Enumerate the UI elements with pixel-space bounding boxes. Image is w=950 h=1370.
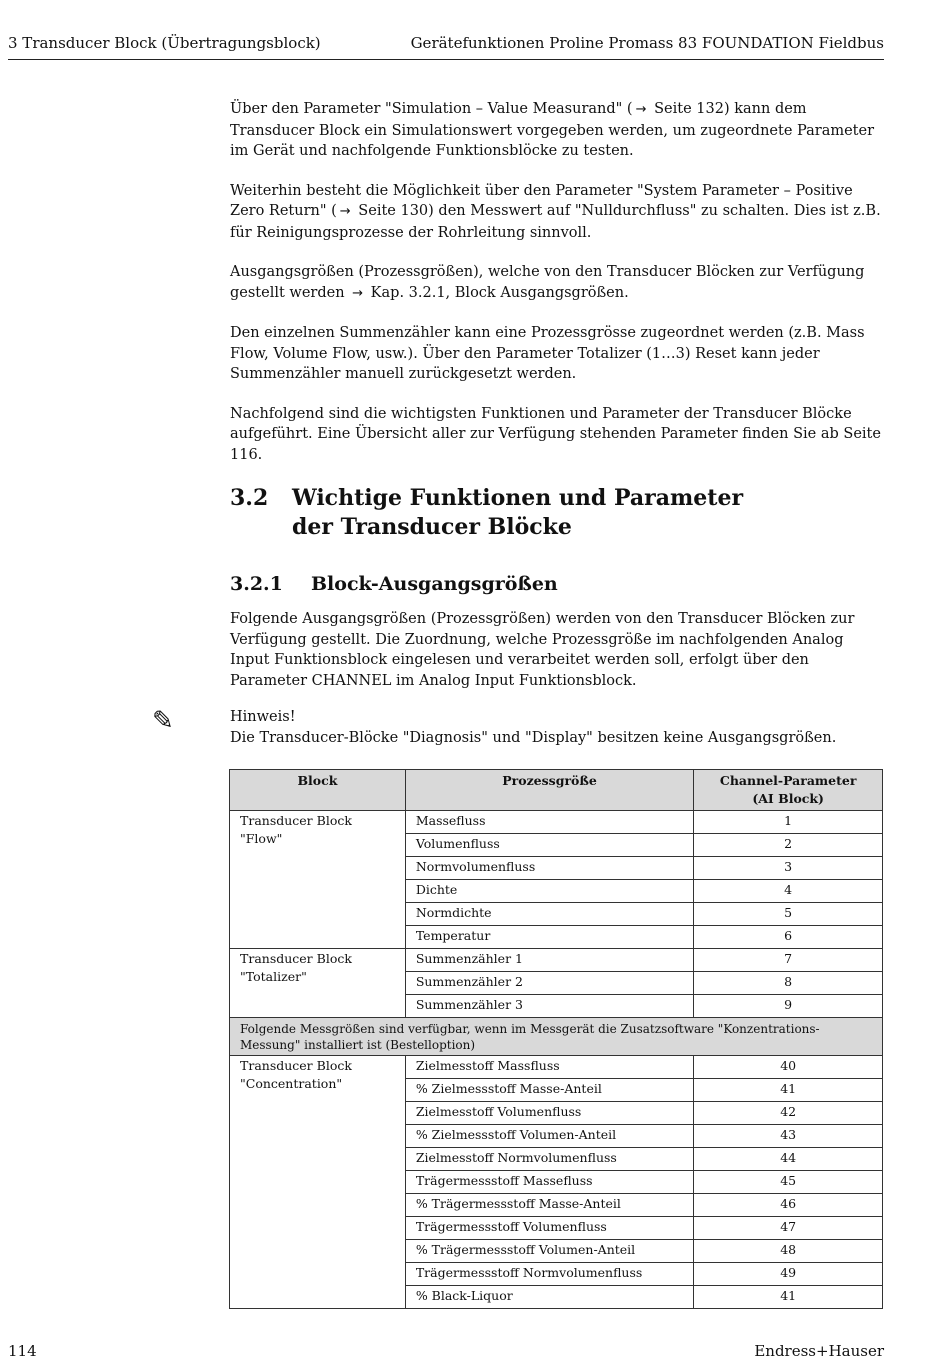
pencil-icon: ✎ <box>152 706 174 736</box>
table-row: % Trägermessstoff Volumen-Anteil 48 <box>230 1240 883 1263</box>
intro-paragraph: Folgende Ausgangsgrößen (Prozessgrößen) werden von den Transducer Blöcken zur Verfügung gestellt. Die Zuordnung, welche Prozessgröße im nachfolgenden Analog Input Funktionsblock eingelesen und verarbeitet werden soll, erfolgt über den Parameter CHANNEL im Analog Input Funktionsblock. <box>230 611 855 689</box>
note-box <box>230 707 886 748</box>
brand-name: Endress+Hauser <box>754 1342 884 1360</box>
body-text <box>230 99 886 484</box>
table-row: Transducer Block "Flow" Massefluss 1 <box>230 811 883 834</box>
block-cell: Transducer Block "Concentration" <box>230 1056 406 1309</box>
section-number: 3.2 <box>230 485 269 511</box>
section-title-line1: Wichtige Funktionen und Parameter <box>292 485 744 511</box>
table-row: % Black-Liquor 41 <box>230 1286 883 1309</box>
table-row: Normvolumenfluss 3 <box>230 857 883 880</box>
table-row: Normdichte 5 <box>230 903 883 926</box>
section-title-line2: der Transducer Blöcke <box>292 514 572 540</box>
note-title: Hinweis! <box>230 709 296 725</box>
note-text: Die Transducer-Blöcke "Diagnosis" und "Display" besitzen keine Ausgangsgrößen. <box>230 729 837 746</box>
table-row: Summenzähler 3 9 <box>230 995 883 1018</box>
column-header-process-value: Prozessgröße <box>405 770 693 811</box>
table-row: Zielmesstoff Normvolumenfluss 44 <box>230 1148 883 1171</box>
subsection-heading <box>230 573 890 595</box>
section-heading <box>230 484 890 542</box>
paragraph: Über den Parameter "Simulation – Value Measurand" ( → Seite 132) kann dem Transducer Block ein Simulationswert vorgegeben werden, um zugeordnete Parameter im Gerät und nachfolgende Funktionsblöcke zu testen. <box>230 101 875 159</box>
page-header <box>8 31 884 60</box>
paragraph: Ausgangsgrößen (Prozessgrößen), welche von den Transducer Blöcken zur Verfügung gestellt werden → Kap. 3.2.1, Block Ausgangsgrößen. <box>230 264 865 301</box>
table-row: Transducer Block "Concentration" Zielmesstoff Massfluss 40 <box>230 1056 883 1079</box>
paragraph: Den einzelnen Summenzähler kann eine Prozessgrösse zugeordnet werden (z.B. Mass Flow, Volume Flow, usw.). Über den Parameter Totalizer (1…3) Reset kann jeder Summenzähler manuell zurückgesetzt werden. <box>230 325 865 382</box>
column-header-channel: Channel-Parameter (AI Block) <box>694 770 883 811</box>
table-note-row: Folgende Messgrößen sind verfügbar, wenn im Messgerät die Zusatzsoftware "Konzentrations-Messung" installiert ist (Bestelloption) <box>230 1018 883 1056</box>
column-header-block: Block <box>230 770 406 811</box>
header-chapter: 3 Transducer Block (Übertragungsblock) <box>8 34 321 52</box>
paragraph: Nachfolgend sind die wichtigsten Funktionen und Parameter der Transducer Blöcke aufgeführt. Eine Übersicht aller zur Verfügung stehenden Parameter finden Sie ab Seite 116. <box>230 405 881 463</box>
table-row: Volumenfluss 2 <box>230 834 883 857</box>
arrow-icon: → <box>339 204 351 219</box>
block-cell: Transducer Block "Totalizer" <box>230 949 406 1018</box>
table-row: Zielmesstoff Volumenfluss 42 <box>230 1102 883 1125</box>
table-row: Temperatur 6 <box>230 926 883 949</box>
paragraph: Weiterhin besteht die Möglichkeit über den Parameter "System Parameter – Positive Zero Return" ( → Seite 130) den Messwert auf "Nulldurchfluss" zu schalten. Dies ist z.B. für Reinigungsprozesse der Rohrleitung sinnvoll. <box>230 182 881 241</box>
arrow-icon: → <box>352 285 364 301</box>
table-row: Trägermessstoff Volumenfluss 47 <box>230 1217 883 1240</box>
table-row: Transducer Block "Totalizer" Summenzähler 1 7 <box>230 949 883 972</box>
page-number: 114 <box>8 1342 37 1360</box>
table-row: Trägermessstoff Massefluss 45 <box>230 1171 883 1194</box>
header-document-title: Gerätefunktionen Proline Promass 83 FOUNDATION Fieldbus <box>410 34 884 52</box>
subsection-title: Block-Ausgangsgrößen <box>311 573 558 595</box>
table-row: Summenzähler 2 8 <box>230 972 883 995</box>
table-row: % Zielmessstoff Masse-Anteil 41 <box>230 1079 883 1102</box>
subsection-number: 3.2.1 <box>230 573 283 595</box>
table-row: Trägermessstoff Normvolumenfluss 49 <box>230 1263 883 1286</box>
table-row: Dichte 4 <box>230 880 883 903</box>
arrow-icon: → <box>635 102 647 117</box>
block-cell: Transducer Block "Flow" <box>230 811 406 949</box>
table-row: % Zielmessstoff Volumen-Anteil 43 <box>230 1125 883 1148</box>
table-row: % Trägermessstoff Masse-Anteil 46 <box>230 1194 883 1217</box>
channel-table <box>229 769 883 1309</box>
